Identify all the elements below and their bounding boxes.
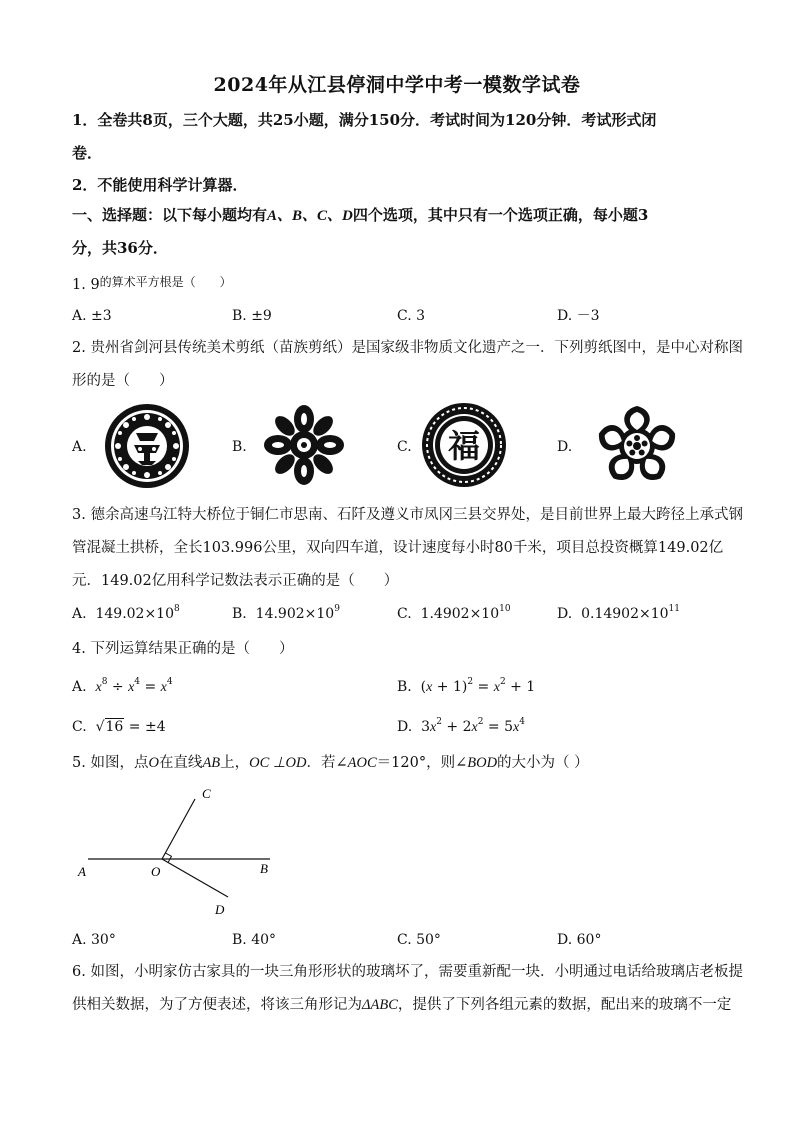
note-2: 2．不能使用科学计算器． (72, 176, 248, 194)
q5-label-o: O (151, 864, 161, 879)
question-2-line-2: 形的是（ ） (72, 373, 174, 389)
q4-option-d[interactable] (397, 717, 525, 738)
q4-option-d-label: D. (397, 719, 413, 735)
page-title: 2024年从江县停洞中学中考一模数学试卷 (213, 74, 581, 96)
q5-label-d: D (215, 902, 225, 917)
q5-option-b[interactable]: B. 40° (232, 932, 277, 948)
q2-option-d-label[interactable]: D. (557, 439, 573, 455)
q3-option-a-base: 149.02×10 (95, 606, 174, 622)
q4-option-c[interactable] (72, 717, 166, 737)
q3-option-d-label: D. (557, 606, 573, 622)
q3-option-c-base: 1.4902×10 (420, 606, 500, 622)
q5-text-3: 上， (220, 755, 250, 771)
q4-option-b-label: B. (397, 679, 412, 695)
q5-text-4: ．若∠ (306, 755, 348, 771)
q3-option-c-label: C. (397, 606, 412, 622)
q1-option-d[interactable]: D. －3 (557, 308, 600, 324)
q5-text-2: 在直线 (158, 755, 203, 771)
q3-option-d-exp: 11 (668, 604, 680, 614)
q4-option-a[interactable] (72, 677, 173, 698)
section-1-text-b: 四个选项，其中只有一个选项正确，每小题3 (352, 206, 649, 224)
papercut-c-icon[interactable] (421, 402, 507, 488)
q3-option-b-exp: 9 (334, 604, 340, 614)
q5-option-c[interactable]: C. 50° (397, 932, 441, 948)
q3-option-a-label: A. (72, 606, 87, 622)
question-3-line-3: 元．149.02亿用科学记数法表示正确的是（ ） (72, 573, 399, 589)
section-1-heading (72, 205, 648, 226)
q6-text-b: ，提供了下列各组元素的数据，配出来的玻璃不一定 (397, 997, 732, 1013)
q3-option-d-base: 0.14902×10 (581, 606, 669, 622)
q5-option-a[interactable]: A. 30° (72, 932, 116, 948)
q5-line-ab: AB (202, 755, 221, 771)
q1-number: 1. 9 (72, 277, 100, 293)
question-5 (72, 753, 589, 773)
q1-stem: 的算术平方根是（ ） (99, 275, 232, 289)
question-3-line-1: 3. 德余高速乌江特大桥位于铜仁市思南、石阡及遵义市凤冈三县交界处，是目前世界上最大跨径上承式钢 (72, 507, 743, 523)
papercut-c-char: 福 (447, 427, 481, 465)
q4-option-d-math: $3x^2 + 2x^2 = 5x^4$ (421, 717, 525, 735)
q4-option-b[interactable] (397, 677, 535, 698)
note-1: 1．全卷共8页，三个大题，共25小题，满分150分．考试时间为120分钟．考试形式闭 (72, 111, 657, 129)
q5-option-d[interactable]: D. 60° (557, 932, 602, 948)
q5-label-b: B (260, 861, 268, 876)
question-4: 4. 下列运算结果正确的是（ ） (72, 641, 294, 657)
q5-angle-bod: BOD (467, 755, 498, 771)
q3-option-b-base: 14.902×10 (255, 606, 335, 622)
q5-geometry-figure (74, 784, 284, 920)
q5-label-c: C (202, 786, 211, 801)
q3-option-c[interactable] (397, 604, 511, 624)
section-1-heading-cont: 分，共36分． (72, 239, 168, 257)
q4-option-c-math: √16 = ±4 (95, 719, 166, 735)
papercut-b-icon[interactable] (262, 403, 346, 487)
q1-option-c[interactable]: C. 3 (397, 308, 426, 324)
q1-option-a[interactable]: A. ±3 (72, 308, 112, 324)
q3-option-b[interactable] (232, 604, 340, 624)
note-1-cont: 卷． (72, 144, 103, 162)
q5-text-5: ＝120°，则∠ (376, 755, 468, 771)
q5-point-o: O (148, 755, 159, 771)
q6-triangle: ΔABC (362, 997, 398, 1013)
question-6-line-1: 6. 如图，小明家仿古家具的一块三角形形状的玻璃坏了，需要重新配一块．小明通过电话给玻璃店老板提 (72, 964, 743, 980)
q1-option-b[interactable]: B. ±9 (232, 308, 272, 324)
q3-option-a-exp: 8 (174, 604, 180, 614)
q3-option-b-label: B. (232, 606, 247, 622)
q6-text-a: 供相关数据，为了方便表述，将该三角形记为 (72, 997, 362, 1013)
section-1-letters: A、B、C、D (267, 208, 353, 224)
q4-option-c-label: C. (72, 719, 87, 735)
q5-text-6: 的大小为（ ） (497, 755, 589, 771)
question-3-line-2: 管混凝土拱桥，全长103.996公里，双向四车道，设计速度每小时80千米，项目总投资概算149.02亿 (72, 540, 724, 556)
question-2-line-1: 2. 贵州省剑河县传统美术剪纸（苗族剪纸）是国家级非物质文化遗产之一．下列剪纸图中，是中心对称图 (72, 340, 743, 356)
q5-perp: OC ⊥OD (249, 755, 307, 771)
q2-option-a-label[interactable]: A. (72, 439, 87, 455)
q3-option-d[interactable] (557, 604, 680, 624)
q4-option-a-label: A. (72, 679, 87, 695)
papercut-d-icon[interactable] (597, 402, 677, 486)
q3-option-a[interactable] (72, 604, 180, 624)
q5-text-1: 5. 如图，点 (72, 755, 149, 771)
q4-option-a-math: $x^8 \div x^4 = x^4$ (95, 677, 173, 695)
q5-angle-aoc: AOC (347, 755, 377, 771)
section-1-text-a: 一、选择题：以下每小题均有 (72, 206, 268, 224)
question-1 (72, 272, 232, 295)
q2-option-c-label[interactable]: C. (397, 439, 412, 455)
q3-option-c-exp: 10 (499, 604, 511, 614)
q4-option-b-math: $(x + 1)^2 = x^2 + 1$ (420, 677, 536, 695)
papercut-a-icon[interactable] (104, 403, 190, 489)
question-6-line-2 (72, 995, 731, 1015)
q5-label-a: A (78, 864, 86, 879)
q2-option-b-label[interactable]: B. (232, 439, 247, 455)
